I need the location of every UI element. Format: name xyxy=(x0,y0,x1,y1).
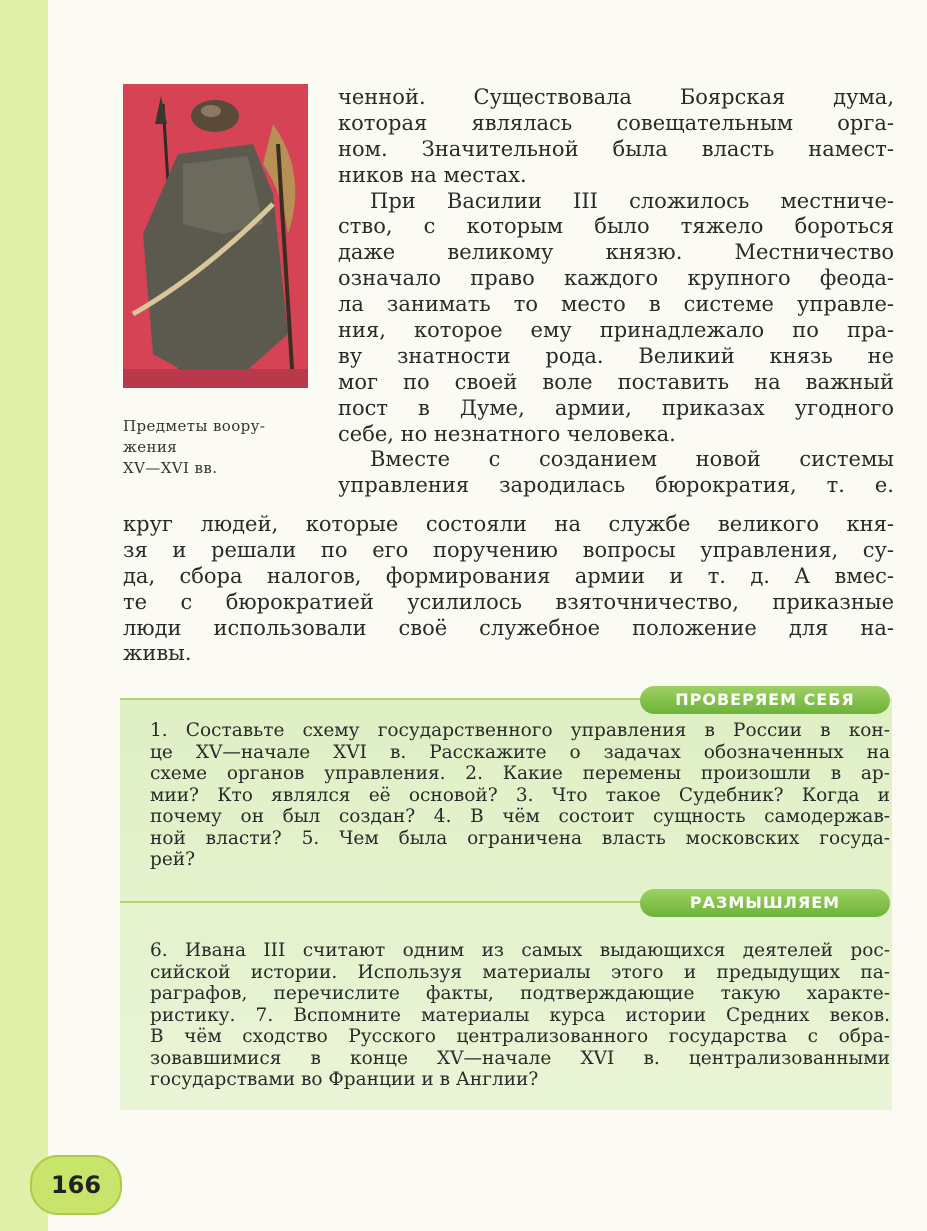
text-line: те с бюрократией усилилось взяточничество, приказные xyxy=(123,589,894,614)
text-line: ла занимать то место в системе управле- xyxy=(338,292,894,317)
text-line: ном. Значительной была власть намест- xyxy=(338,136,894,161)
caption-line: жения xyxy=(123,438,178,456)
text-line: которая являлась совещательным орга- xyxy=(338,110,894,135)
text-line: живы. xyxy=(123,641,192,666)
question-line: 1. Составьте схему государственного управления в России в кон- xyxy=(150,720,890,741)
armor-photo xyxy=(123,84,308,388)
text-line: ство, с которым было тяжело бороться xyxy=(338,214,894,239)
caption-line: XV—XVI вв. xyxy=(123,459,218,477)
text-line: зя и решали по его поручению вопросы управления, су- xyxy=(123,537,894,562)
text-line: При Василии III сложилось местниче- xyxy=(370,188,894,213)
body-text-full-width xyxy=(123,512,894,667)
text-line: круг людей, которые состояли на службе великого кня- xyxy=(123,512,894,536)
text-line: мог по своей воле поставить на важный xyxy=(338,369,894,394)
text-line: ву знатности рода. Великий князь не xyxy=(338,343,894,368)
body-text-right-column xyxy=(338,85,894,499)
reflect-questions xyxy=(150,940,890,1091)
section-divider xyxy=(120,901,660,903)
text-line: ченной. Существовала Боярская дума, xyxy=(338,85,894,109)
check-yourself-label: ПРОВЕРЯЕМ СЕБЯ xyxy=(640,686,890,714)
question-line: государствами во Франции и в Англии? xyxy=(150,1069,539,1090)
text-line: себе, но незнатного человека. xyxy=(338,421,676,446)
question-line: ной власти? 5. Чем была ограничена власть московских госуда- xyxy=(150,827,890,849)
image-caption xyxy=(123,416,318,479)
text-line: да, сбора налогов, формирования армии и т. д. А вмес- xyxy=(123,563,894,588)
caption-line: Предметы воору- xyxy=(123,417,266,435)
question-line: сийской истории. Используя материалы этого и предыдущих па- xyxy=(150,961,890,983)
text-line: Вместе с созданием новой системы xyxy=(370,447,894,472)
question-line: рей? xyxy=(150,849,196,870)
text-line: ния, которое ему принадлежало по пра- xyxy=(338,318,894,343)
question-line: раграфов, перечислите факты, подтверждающие такую характе- xyxy=(150,983,890,1004)
text-line: ников на местах. xyxy=(338,162,527,187)
text-line: означало право каждого крупного феода- xyxy=(338,266,894,291)
text-line: даже великому князю. Местничество xyxy=(338,240,894,265)
question-line: почему он был создан? 4. В чём состоит сущность самодержав- xyxy=(150,806,890,827)
question-line: ристику. 7. Вспомните материалы курса истории Средних веков. xyxy=(150,1004,890,1026)
reflect-label: РАЗМЫШЛЯЕМ xyxy=(640,889,890,917)
question-line: мии? Кто являлся её основой? 3. Что такое Судебник? Когда и xyxy=(150,784,890,806)
text-line: управления зародилась бюрократия, т. е. xyxy=(338,473,894,498)
check-questions xyxy=(150,720,890,871)
question-line: схеме органов управления. 2. Какие перемены произошли в ар- xyxy=(150,763,890,784)
page-margin-bar xyxy=(0,0,48,1231)
question-line: зовавшимися в конце XV—начале XVI в. централизованными xyxy=(150,1047,890,1069)
question-line: В чём сходство Русского централизованного государства с обра- xyxy=(150,1026,890,1047)
question-line: це XV—начале XVI в. Расскажите о задачах обозначенных на xyxy=(150,741,890,763)
question-line: 6. Ивана III считают одним из самых выдающихся деятелей рос- xyxy=(150,940,890,961)
section-divider xyxy=(120,698,660,700)
text-line: пост в Думе, армии, приказах угодного xyxy=(338,395,894,420)
page-number: 166 xyxy=(30,1155,122,1215)
text-line: люди использовали своё служебное положение для на- xyxy=(123,615,894,640)
